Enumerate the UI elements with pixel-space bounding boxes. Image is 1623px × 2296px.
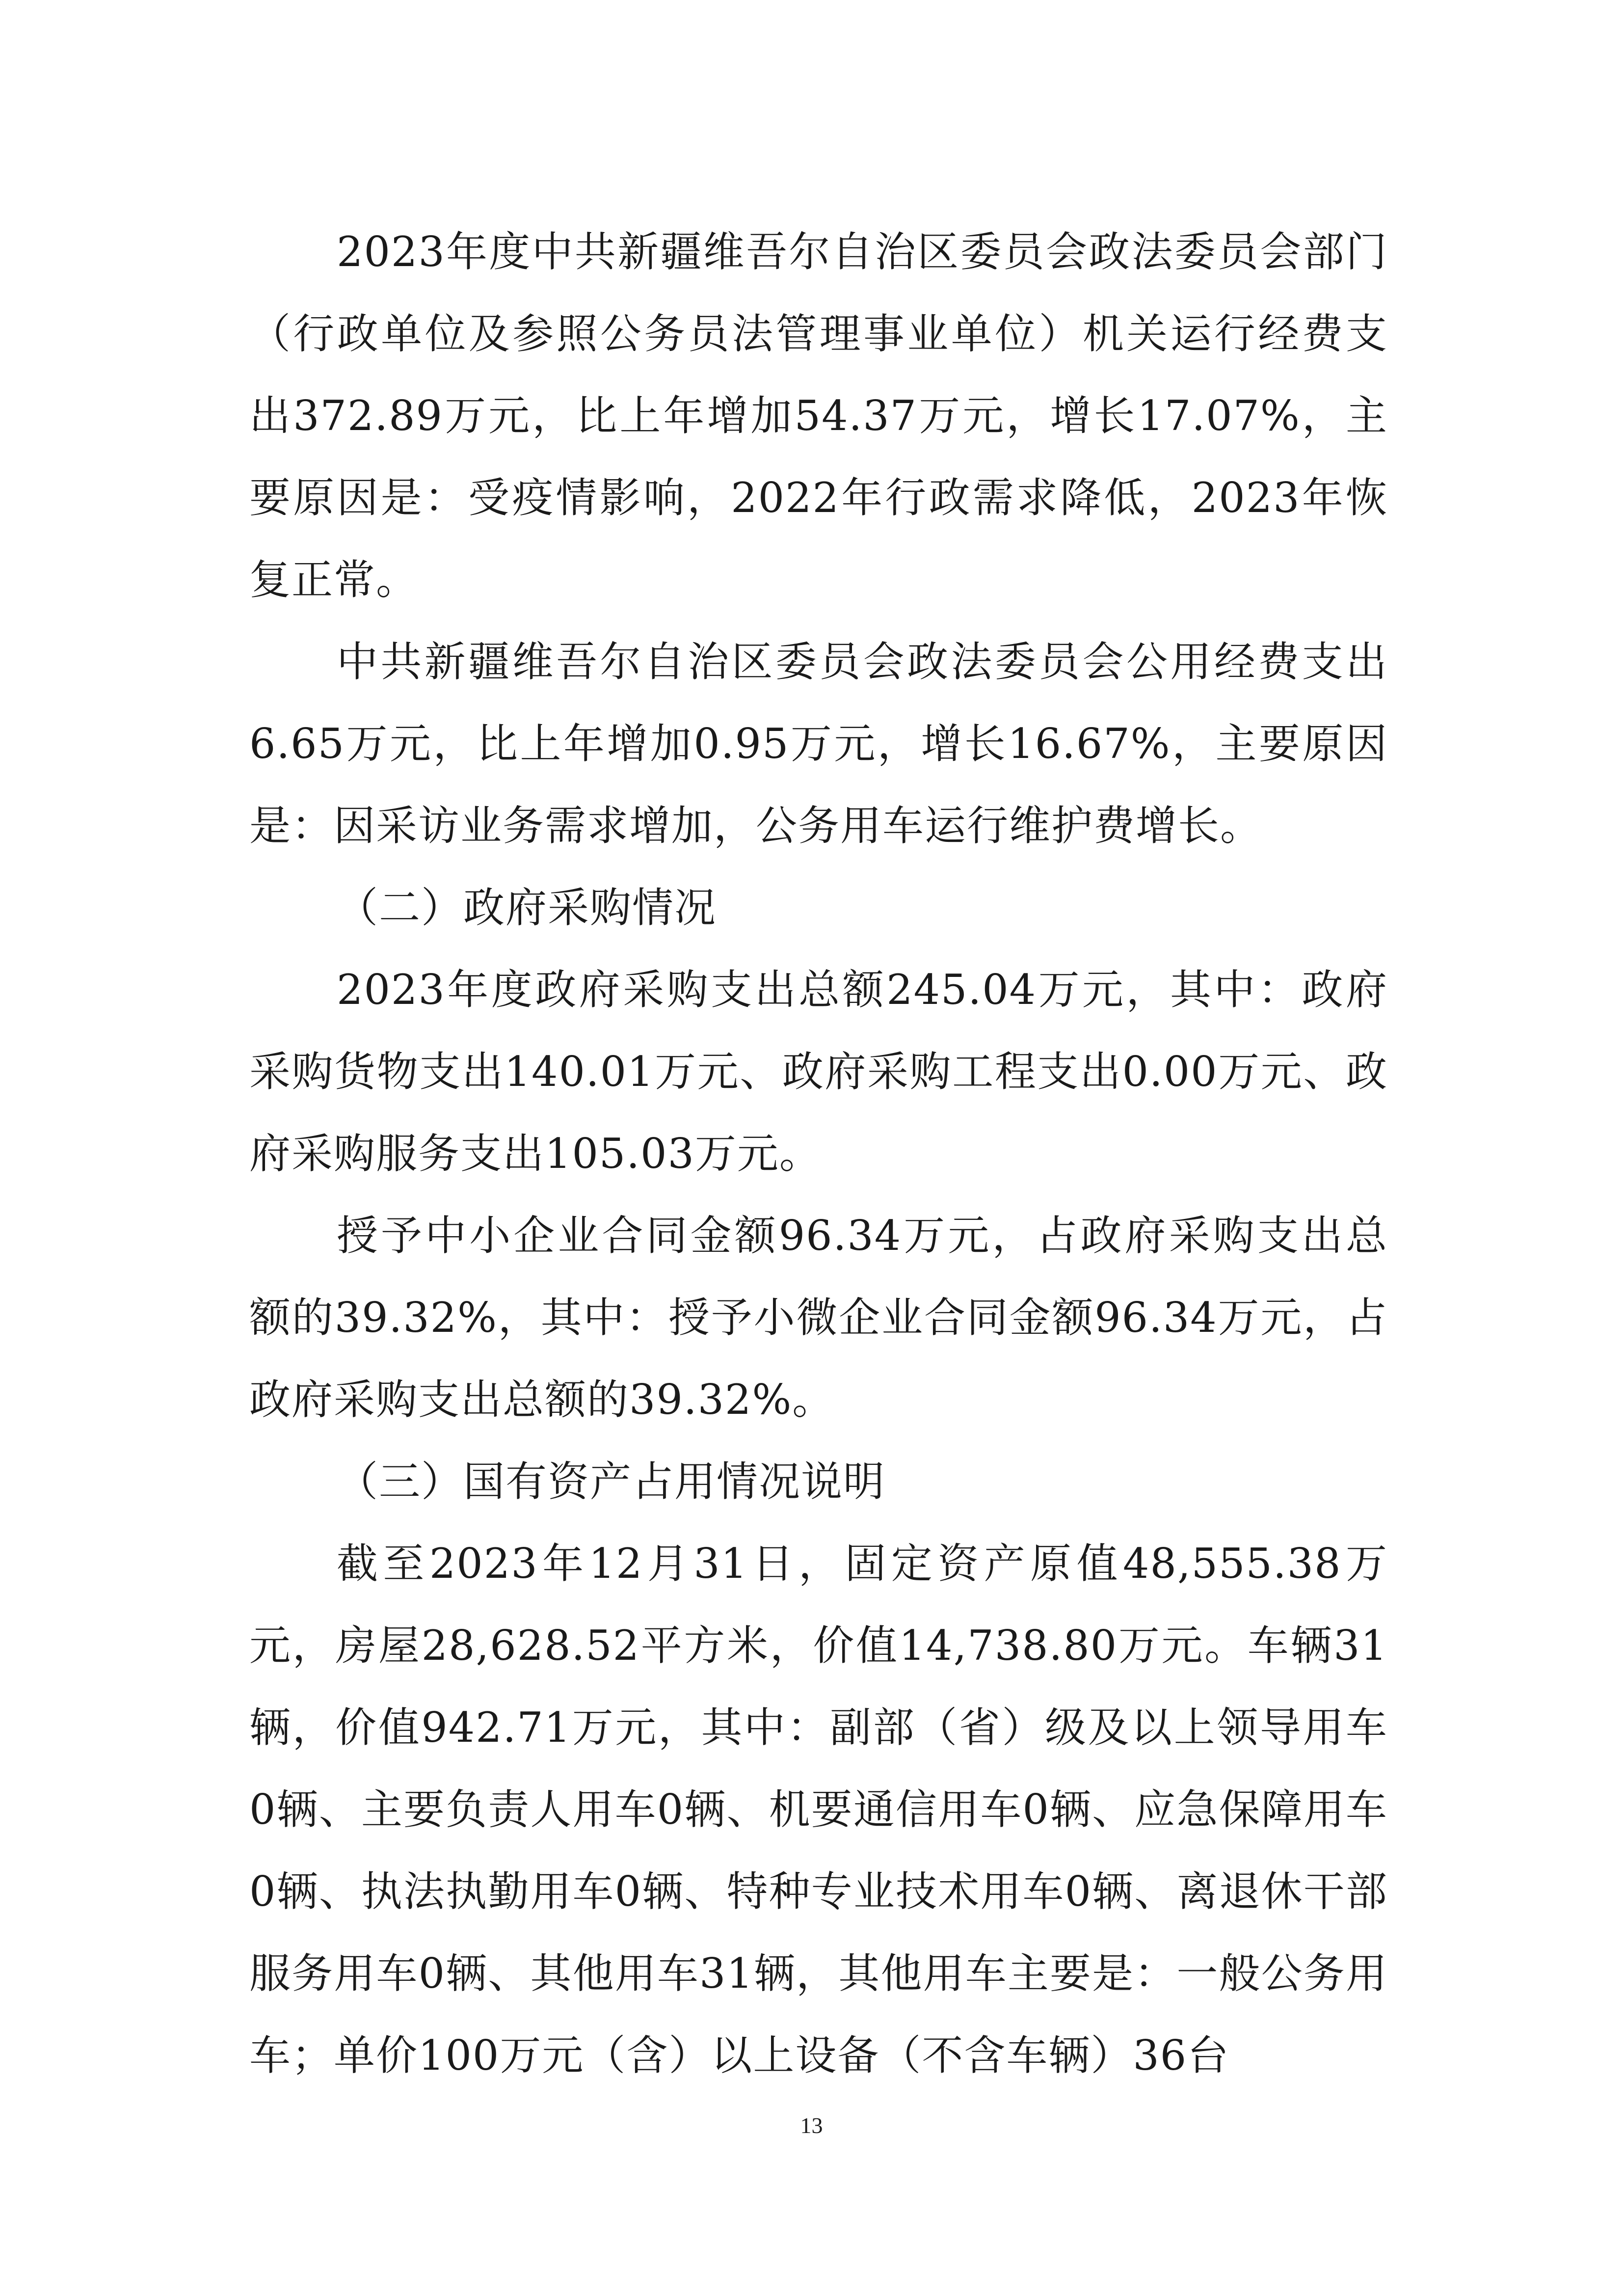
paragraph-fixed-assets: 截至2023年12月31日，固定资产原值48,555.38万元，房屋28,628.52平方米，价值14,738.80万元。车辆31辆，价值942.71万元，其中：副部（省）级及以上领导用车0辆、主要负责人用车0辆、机要通信用车0辆、应急保障用车0辆、执法执勤用车0辆、特种专业技术用车0辆、离退休干部服务用车0辆、其他用车31辆，其他用车主要是：一般公务用车；单价100万元（含）以上设备（不含车辆）36台 — [249, 1540, 1388, 2080]
section-heading-government-procurement: （二）政府采购情况 — [337, 884, 717, 932]
paragraph-public-expenses: 中共新疆维吾尔自治区委员会政法委员会公用经费支出6.65万元，比上年增加0.95万元，增长16.67%，主要原因是：因采访业务需求增加，公务用车运行维护费增长。 — [249, 638, 1388, 850]
paragraph-sme-contracts: 授予中小企业合同金额96.34万元，占政府采购支出总额的39.32%，其中：授予小微企业合同金额96.34万元，占政府采购支出总额的39.32%。 — [249, 1212, 1388, 1424]
page-number: 13 — [800, 2113, 823, 2138]
paragraph-operating-expenses: 2023年度中共新疆维吾尔自治区委员会政法委员会部门（行政单位及参照公务员法管理事业单位）机关运行经费支出372.89万元，比上年增加54.37万元，增长17.07%，主要原因是：受疫情影响，2022年行政需求降低，2023年恢复正常。 — [249, 228, 1388, 604]
document-body — [249, 211, 1388, 2097]
section-heading-state-assets: （三）国有资产占用情况说明 — [337, 1458, 886, 1506]
paragraph-procurement-total: 2023年度政府采购支出总额245.04万元，其中：政府采购货物支出140.01万元、政府采购工程支出0.00万元、政府采购服务支出105.03万元。 — [249, 966, 1388, 1178]
